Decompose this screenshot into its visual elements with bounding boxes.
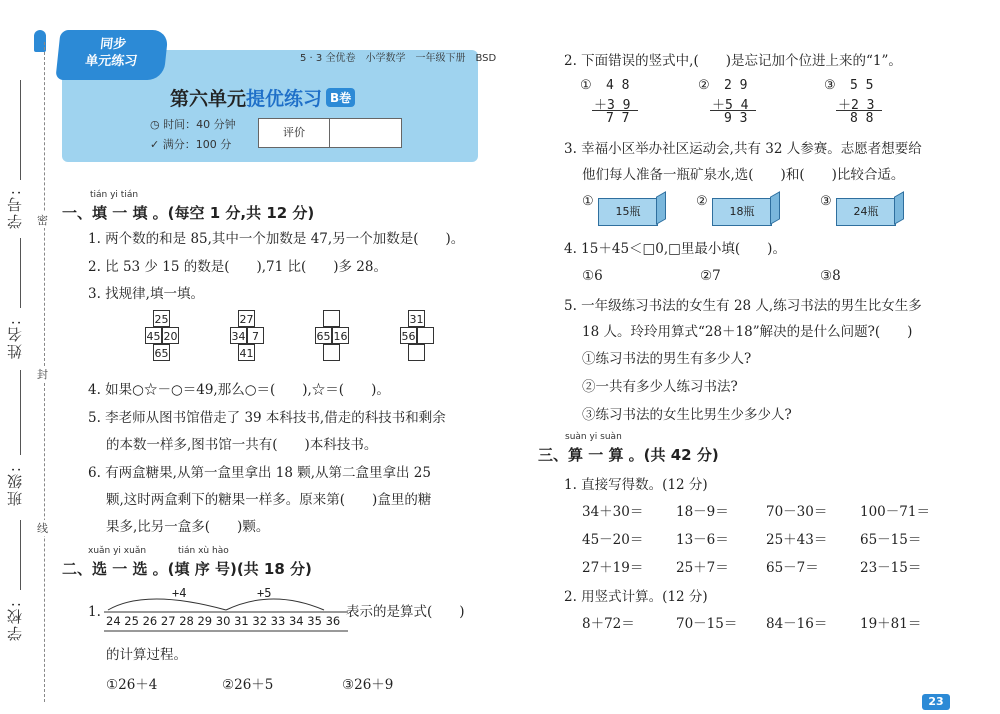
bottle-opt-2-label[interactable]: ②	[696, 194, 708, 209]
s1-q5b: 的本数一样多,图书馆一共有( )本科技书。	[106, 437, 378, 453]
s2-q1-no: 1.	[88, 604, 101, 620]
s2-q2: 2. 下面错误的竖式中,( )是忘记加个位进上来的“1”。	[564, 53, 902, 69]
vertical-calc-row: 8＋72＝ 70－15＝ 84－16＝ 19＋81＝	[582, 616, 922, 632]
s1-q6a: 6. 有两盒糖果,从第一盒里拿出 18 颗,从第二盒里拿出 25	[88, 465, 431, 481]
s1-q2: 2. 比 53 少 15 的数是( ),71 比( )多 28。	[88, 259, 387, 275]
bottle-opt-1-label[interactable]: ①	[582, 194, 594, 209]
pinyin-s1: tián yi tián	[90, 190, 139, 200]
cut-char-3: 线	[37, 522, 48, 535]
cut-char-1: 密	[37, 214, 48, 227]
s2-q5b: 18 人。玲玲用算式“28＋18”解决的是什么问题?( )	[582, 324, 913, 340]
binding-margin	[0, 0, 58, 714]
unit-practice-tag: 同步 单元练习	[55, 30, 168, 80]
student-id-label: 学号:	[6, 188, 24, 230]
pinyin-s2b: tián xù hào	[178, 546, 229, 556]
jump-label-1: +4	[172, 586, 187, 600]
s1-q4: 4. 如果○☆－○＝49,那么○＝( ),☆＝( )。	[88, 382, 390, 398]
s2-q1-opt2[interactable]: ②26＋5	[222, 677, 274, 693]
school-label: 学校:	[6, 600, 24, 642]
s2-q1-cont: 的计算过程。	[106, 647, 187, 663]
check-icon: ✓	[150, 138, 163, 151]
s2-q1-after: 表示的是算式( )	[346, 604, 465, 620]
full-score: ✓ 满分：100 分	[150, 138, 232, 151]
s2-q5-opt2[interactable]: ②一共有多少人练习书法?	[582, 379, 738, 395]
section1-title: 一、填 一 填 。(每空 1 分,共 12 分)	[62, 204, 315, 222]
time-limit: ◷ 时间：40 分钟	[150, 118, 236, 131]
section3-title: 三、算 一 算 。(共 42 分)	[538, 446, 719, 464]
class-label: 班级:	[6, 465, 24, 507]
blank-cell[interactable]	[323, 310, 340, 327]
mental-math-grid: 34＋30＝ 18－9＝ 70－30＝ 100－71＝ 45－20＝ 13－6＝ 25＋43＝ 65－15＝ 27＋19＝ 25＋7＝ 65－7＝ 23－15＝	[582, 504, 930, 576]
bottle-opt-3-label[interactable]: ③	[820, 194, 832, 209]
s3-q2: 2. 用竖式计算。(12 分)	[564, 589, 708, 605]
bottle-box-18[interactable]: 18瓶	[712, 198, 772, 226]
s3-q1: 1. 直接写得数。(12 分)	[564, 477, 708, 493]
s1-q6b: 颗,这时两盒剩下的糖果一样多。原来第( )盒里的糖	[106, 492, 432, 508]
jump-label-2: +5	[257, 586, 272, 600]
blank-cell[interactable]	[323, 344, 340, 361]
bottle-box-15[interactable]: 15瓶	[598, 198, 658, 226]
bottle-box-24[interactable]: 24瓶	[836, 198, 896, 226]
cut-char-2: 封	[37, 368, 48, 381]
pinyin-s2a: xuǎn yi xuǎn	[88, 546, 147, 556]
s2-q1-opt3[interactable]: ③26＋9	[342, 677, 394, 693]
evaluation-box[interactable]: 评价	[258, 118, 402, 148]
school-line	[20, 520, 21, 590]
s2-q3a: 3. 幸福小区举办社区运动会,共有 32 人参赛。志愿者想要给	[564, 141, 922, 157]
jump-arc-2	[226, 599, 324, 610]
blank-cell[interactable]	[417, 327, 434, 344]
id-line	[20, 80, 21, 180]
name-label: 姓名:	[6, 318, 24, 360]
s1-q6c: 果多,比另一盒多( )颗。	[106, 519, 270, 535]
tick-labels: 24 25 26 27 28 29 30 31 32 33 34 35 36	[106, 614, 341, 628]
name-line	[20, 238, 21, 308]
s2-q4-opt3[interactable]: ③8	[820, 268, 841, 284]
s1-q1: 1. 两个数的和是 85,其中一个加数是 47,另一个加数是( )。	[88, 231, 465, 247]
page-title: 第六单元提优练习 B卷	[170, 84, 355, 111]
s2-q4: 4. 15＋45＜□0,□里最小填( )。	[564, 241, 786, 257]
pinyin-s3: suàn yi suàn	[565, 432, 622, 442]
s2-q5a: 5. 一年级练习书法的女生有 28 人,练习书法的男生比女生多	[564, 298, 922, 314]
section2-title: 二、选 一 选 。(填 序 号)(共 18 分)	[62, 560, 312, 578]
s2-q4-opt2[interactable]: ②7	[700, 268, 721, 284]
page-number: 23	[922, 694, 950, 710]
blank-cell[interactable]	[408, 344, 425, 361]
class-line	[20, 370, 21, 455]
series-info: 5 · 3 全优卷 小学数学 一年级下册 BSD	[300, 53, 497, 64]
s1-q3: 3. 找规律,填一填。	[88, 286, 204, 302]
s2-q3b: 他们每人准备一瓶矿泉水,选( )和( )比较合适。	[582, 167, 905, 183]
s1-q5a: 5. 李老师从图书馆借走了 39 本科技书,借走的科技书和剩余	[88, 410, 446, 426]
jump-arc-1	[108, 599, 226, 610]
s2-q1-opt1[interactable]: ①26＋4	[106, 677, 158, 693]
vertical-calcs: ① 4 8 ＋3 9 7 7 ② 2 9 ＋5 4 9 3 ③ 5 5 ＋2 3 8 8	[580, 78, 940, 130]
pattern-group: 25 45 20 65 27 34 7 41 65 16 31 56	[145, 310, 445, 370]
s2-q5-opt3[interactable]: ③练习书法的女生比男生少多少人?	[582, 407, 792, 423]
s2-q4-opt1[interactable]: ①6	[582, 268, 603, 284]
b-badge: B卷	[326, 88, 355, 107]
s2-q5-opt1[interactable]: ①练习书法的男生有多少人?	[582, 351, 752, 367]
clock-icon: ◷	[150, 118, 164, 131]
